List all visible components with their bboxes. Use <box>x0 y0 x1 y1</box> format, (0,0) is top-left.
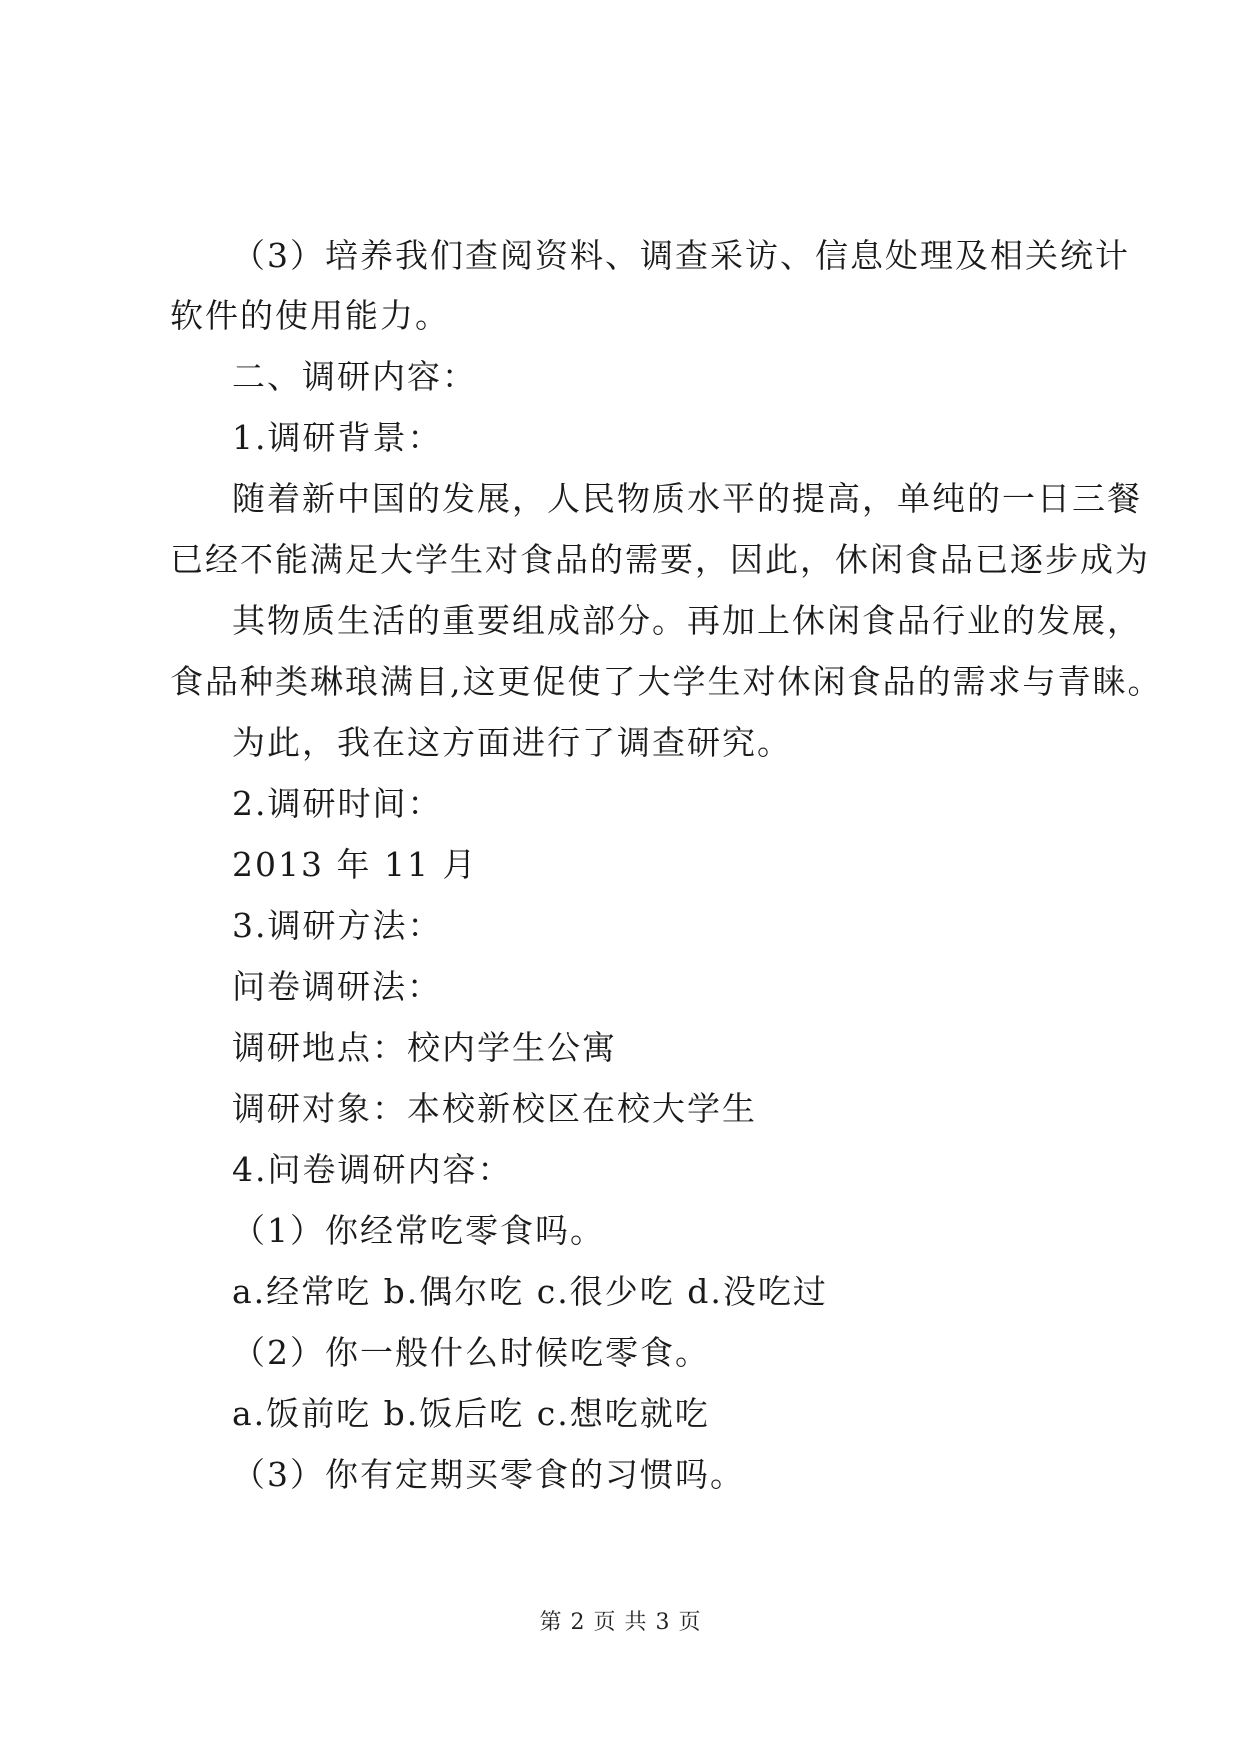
text-line: 随着新中国的发展，人民物质水平的提高，单纯的一日三餐 <box>232 479 1142 518</box>
answer-options: a.经常吃 b.偶尔吃 c.很少吃 d.没吃过 <box>232 1272 828 1311</box>
text-line: 其物质生活的重要组成部分。再加上休闲食品行业的发展， <box>232 601 1142 640</box>
subsection-heading: 1.调研背景： <box>232 418 443 457</box>
text-line: 调研地点：校内学生公寓 <box>232 1028 617 1067</box>
text-line: 调研对象：本校新校区在校大学生 <box>232 1089 757 1128</box>
answer-options: a.饭前吃 b.饭后吃 c.想吃就吃 <box>232 1394 710 1433</box>
question-line: （2）你一般什么时候吃零食。 <box>232 1333 710 1372</box>
text-line: （3）培养我们查阅资料、调查采访、信息处理及相关统计 <box>232 236 1130 275</box>
subsection-heading: 3.调研方法： <box>232 906 443 945</box>
text-line: 软件的使用能力。 <box>170 296 450 335</box>
text-line: 食品种类琳琅满目,这更促使了大学生对休闲食品的需求与青睐。 <box>170 662 1163 701</box>
subsection-heading: 2.调研时间： <box>232 784 443 823</box>
text-line: 为此，我在这方面进行了调查研究。 <box>232 723 792 762</box>
text-line: 已经不能满足大学生对食品的需要，因此，休闲食品已逐步成为 <box>170 540 1150 579</box>
question-line: （1）你经常吃零食吗。 <box>232 1211 605 1250</box>
text-line: 2013 年 11 月 <box>232 845 478 884</box>
text-line: 问卷调研法： <box>232 967 442 1006</box>
section-heading: 二、调研内容： <box>232 357 477 396</box>
question-line: （3）你有定期买零食的习惯吗。 <box>232 1455 745 1494</box>
page-footer: 第 2 页 共 3 页 <box>539 1610 702 1635</box>
subsection-heading: 4.问卷调研内容： <box>232 1150 513 1189</box>
